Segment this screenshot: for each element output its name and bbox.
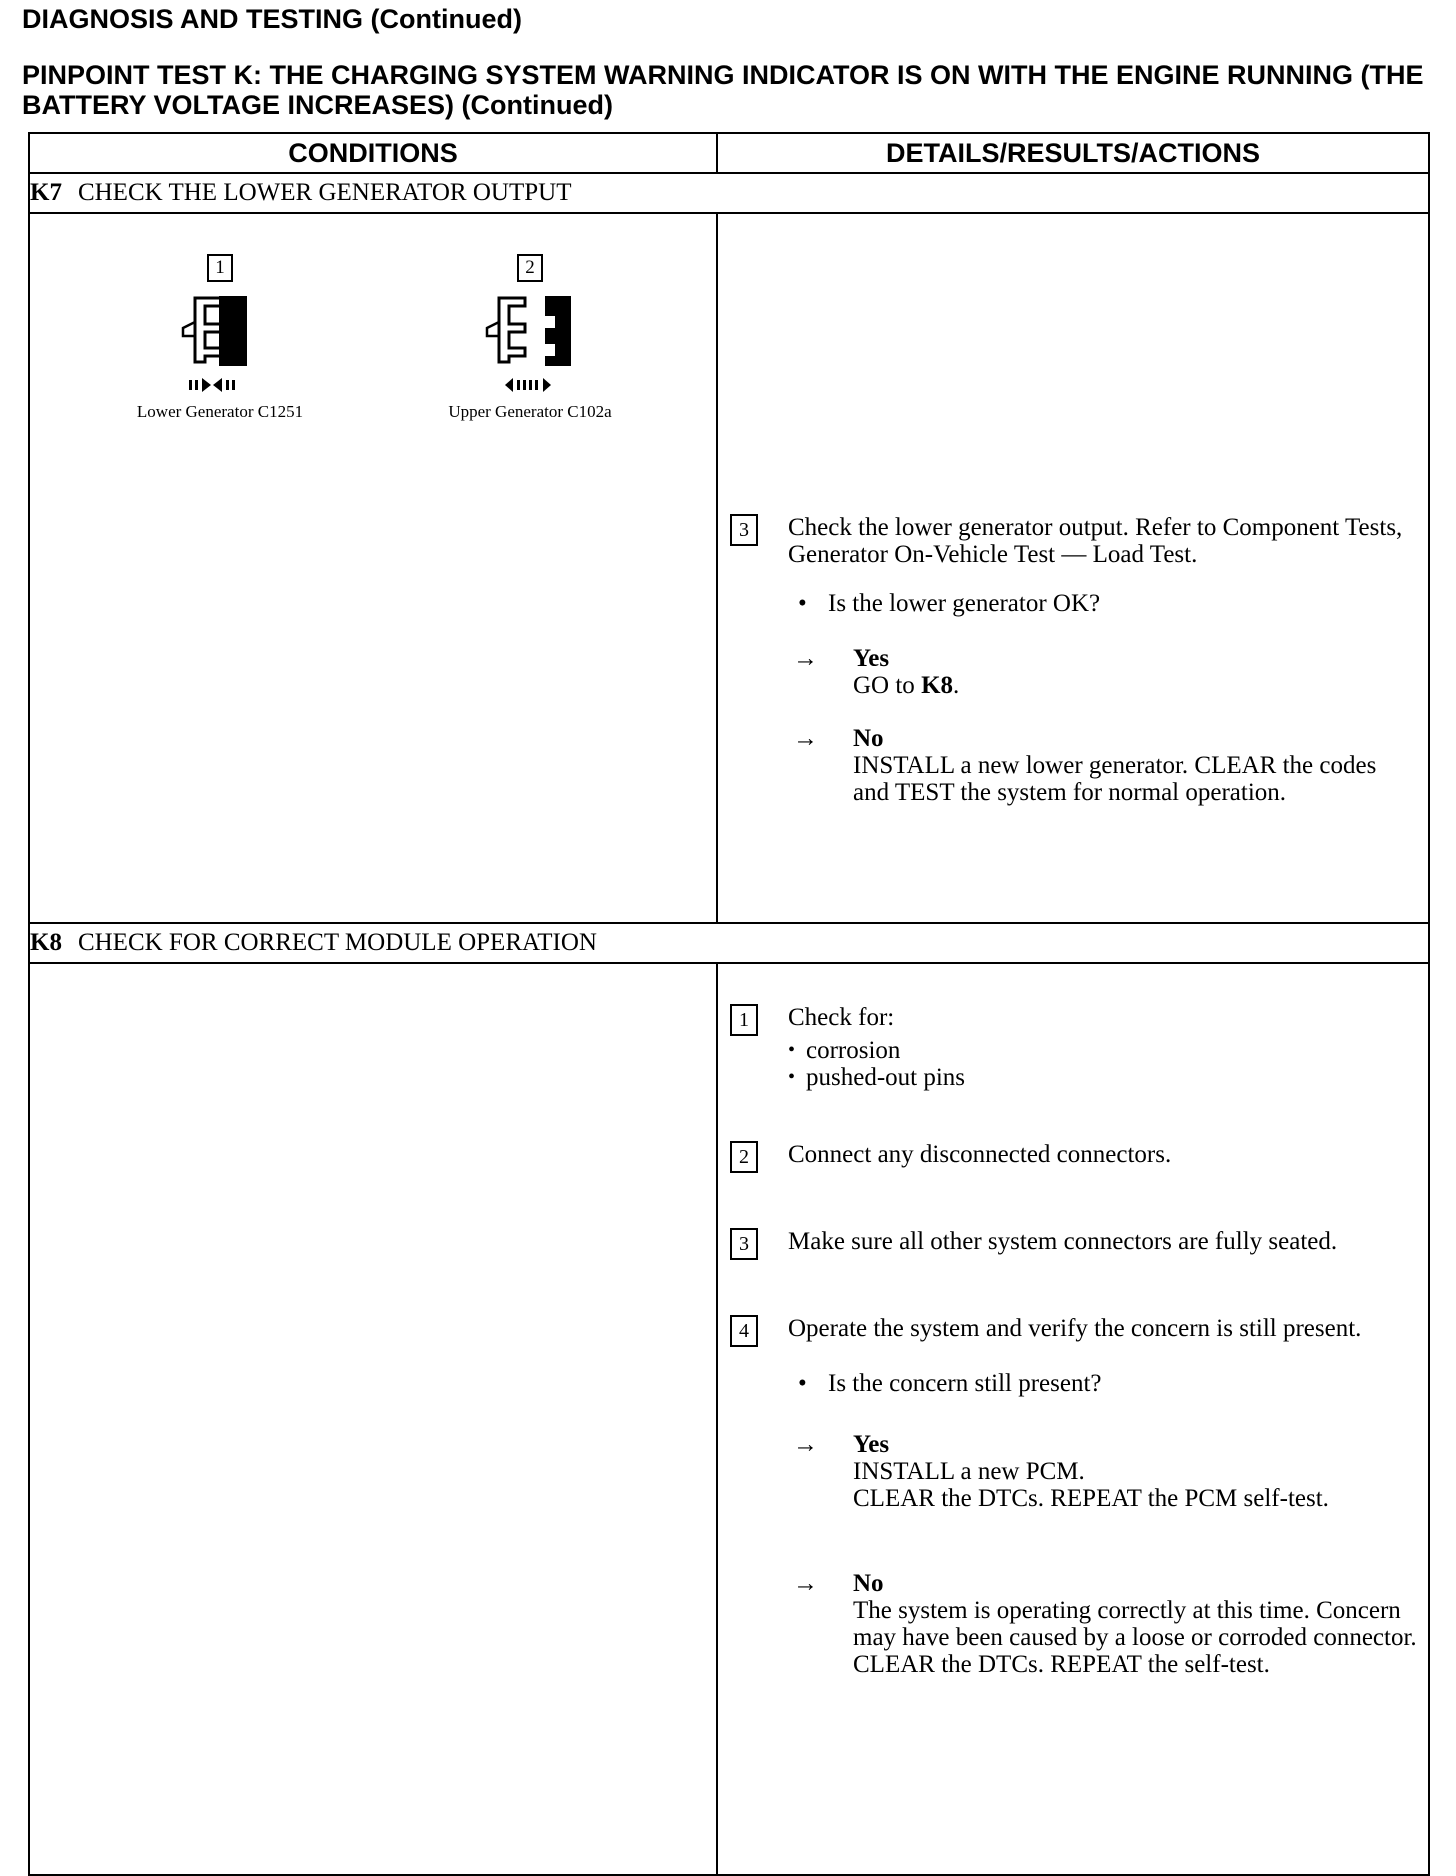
k8-step-1 [718,1004,1428,1031]
k8-header-row [29,923,1429,963]
step-number-badge: 3 [730,1228,758,1260]
yes-label: Yes [853,1431,890,1458]
section-header: DIAGNOSIS AND TESTING (Continued) [22,4,522,34]
k7-question: • Is the lower generator OK? [718,590,1428,617]
connector-lower-generator [80,254,360,422]
k8-yes-branch [718,1431,1428,1512]
no-label: No [853,1570,884,1597]
k8-step-2 [718,1141,1428,1168]
k7-details-cell [717,213,1429,923]
yes-action-target: K8 [921,672,954,699]
list-item: • pushed-out pins [718,1064,1428,1091]
step-text: Check the lower generator output. Refer to Component Tests, Generator On-Vehicle Test — Load Test. [788,514,1403,568]
k8-step-4 [718,1315,1428,1342]
yes-action-suffix: . [953,672,960,699]
k8-body-row [29,963,1429,1875]
k7-no-branch [718,725,1428,806]
yes-line-1: INSTALL a new PCM. [853,1458,1085,1485]
check-list [718,1037,1428,1091]
k7-step-3 [718,514,1428,568]
step-text: Connect any disconnected connectors. [788,1141,1172,1168]
no-label: No [853,725,884,752]
k8-details-cell [717,963,1429,1875]
no-action: The system is operating correctly at this time. Concern may have been caused by a loose or corroded connector. CLEAR the DTCs. REPEAT the self-test. [853,1597,1417,1678]
step-number-badge: 3 [730,514,758,546]
connector-label: Lower Generator C1251 [136,402,304,421]
yes-label: Yes [853,645,890,672]
k7-header-row [29,173,1429,213]
connected-connector-icon [465,286,595,396]
k7-header [29,173,1429,213]
arrow-icon: → [793,1431,818,1458]
step-number-badge: 1 [730,1004,758,1036]
connector-label: Upper Generator C102a [448,402,612,421]
yes-line-2: CLEAR the DTCs. REPEAT the PCM self-test. [853,1485,1329,1512]
k7-conditions-cell [29,213,717,923]
arrow-icon: → [793,725,818,752]
k8-question: • Is the concern still present? [718,1370,1428,1397]
step-text: Operate the system and verify the concern is still present. [788,1315,1362,1342]
k8-conditions-cell [29,963,717,1875]
no-action: INSTALL a new lower generator. CLEAR the codes and TEST the system for normal operation. [853,752,1377,806]
yes-action-prefix: GO to [853,672,915,699]
arrow-icon: → [793,1570,818,1597]
col-details: DETAILS/RESULTS/ACTIONS [717,133,1429,173]
k7-body-row [29,213,1429,923]
col-conditions: CONDITIONS [29,133,717,173]
k7-id: K7 [30,179,62,206]
list-item: • corrosion [718,1037,1428,1064]
pinpoint-test-title: PINPOINT TEST K: THE CHARGING SYSTEM WARNING INDICATOR IS ON WITH THE ENGINE RUNNING (THE BATTERY VOLTAGE INCREASES) (Continued) [22,60,1424,120]
disconnected-connector-icon [165,286,275,396]
k8-header [29,923,1429,963]
k7-title: CHECK THE LOWER GENERATOR OUTPUT [77,179,572,206]
arrow-icon: → [793,645,818,672]
k8-title: CHECK FOR CORRECT MODULE OPERATION [77,929,597,956]
table-header-row [29,133,1429,173]
pinpoint-test-table [28,132,1430,1876]
step-text: Make sure all other system connectors are fully seated. [788,1228,1338,1255]
step-number-badge: 2 [730,1141,758,1173]
k8-no-branch [718,1570,1428,1678]
connector-number-badge: 2 [517,254,543,282]
connector-number-badge: 1 [207,254,233,282]
k8-id: K8 [30,929,62,956]
connector-upper-generator [390,254,670,422]
connector-diagrams [30,214,716,514]
step-text: Check for: [788,1004,895,1031]
k8-step-3 [718,1228,1428,1255]
step-number-badge: 4 [730,1315,758,1347]
k7-yes-branch [718,645,1428,699]
